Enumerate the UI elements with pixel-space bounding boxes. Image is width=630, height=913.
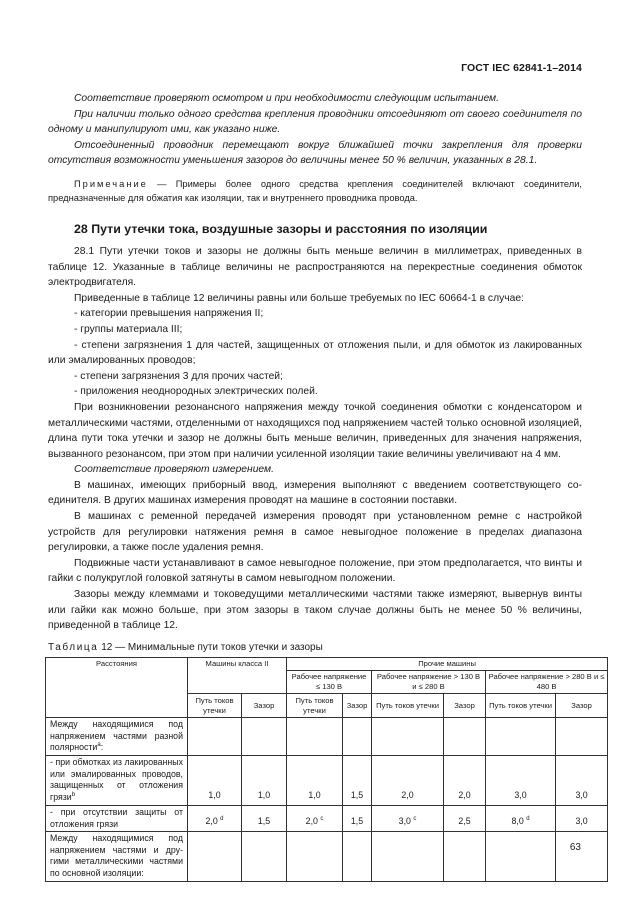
header-clearance: Зазор bbox=[242, 694, 287, 718]
table-row bbox=[46, 718, 608, 756]
note bbox=[48, 177, 582, 205]
table-row bbox=[46, 756, 608, 806]
footnote-mark: a bbox=[97, 742, 101, 749]
page-number: 63 bbox=[569, 842, 581, 853]
header-creepage: Путь токов утечки bbox=[287, 694, 343, 718]
table-caption-label: Таблица bbox=[48, 641, 99, 653]
clearance-table bbox=[45, 657, 608, 882]
table-cell: 1,5 bbox=[343, 806, 372, 832]
row-label: Между находящимися под напряжением частями и другими металлическими частями по основной изоляции: bbox=[46, 832, 188, 882]
header-clearance: Зазор bbox=[556, 694, 608, 718]
section-paragraph-7: Подвижные части устанавливают в самое невыгодное положение, при этом предполагается, что винты и гайки с полукруглой головкой затянуты в самом невыгодном положении. bbox=[48, 557, 582, 585]
table-cell: 1,0 bbox=[287, 756, 343, 806]
table-cell: 1,0 bbox=[242, 756, 287, 806]
list-item: - приложения неоднородных электрических полей. bbox=[74, 386, 318, 398]
table-cell: 1,5 bbox=[343, 756, 372, 806]
intro-paragraph-3: Отсоединенный проводник перемещают вокруг ближайшей точки закрепления для проверки отсутствия возможности уменьшения зазоров до величины менее 50 % величин, указанных в 28.1. bbox=[48, 139, 582, 167]
table-cell: 3,0 $^c$ bbox=[372, 806, 444, 832]
table-cell: 3,0 bbox=[556, 756, 608, 806]
section-paragraph-3: При возникновении резонансного напряжения между точкой соединения обмотки с конденсатором и металлическими частями, отделенными от находящихся под напряжением частей только основной изоляцией, длина пути тока утечки и зазор не должны быть меньше величин, приведенных для значения напряжения, вызванного резонансом, при этом при наличии усиленной изоляции такие величины увеличивают на 4 мм. bbox=[48, 401, 582, 460]
table-cell: 2,0 bbox=[444, 756, 486, 806]
document-body bbox=[48, 91, 605, 882]
section-paragraph-6: В машинах с ременной передачей измерения проводят при установленном ремне с настройкой устройств для регулировки натяжения ремня в самое невыгодное положение в пределах диапазона регулировки, а также после удаления ремня. bbox=[48, 511, 582, 554]
note-text: — Примеры более одного средства крепления соединителей включают соединители, предназначенные для обжатия как изоляции, так и внутреннего проводника провода. bbox=[48, 178, 582, 203]
header-creepage: Путь токов утечки bbox=[486, 694, 556, 718]
footnote-mark: c bbox=[413, 815, 417, 822]
header-distances: Расстояния bbox=[46, 658, 188, 718]
header-class2: Машины класса II bbox=[188, 658, 287, 694]
header-other-machines: Прочие машины bbox=[287, 658, 608, 671]
list-item: - группы материала III; bbox=[74, 323, 183, 335]
table-caption-text: 12 — Минимальные пути токов утечки и зазоры bbox=[101, 641, 323, 653]
table-cell: 8,0 $^d$ bbox=[486, 806, 556, 832]
section-paragraph-2: Приведенные в таблице 12 величины равны или больше требуемых по IEC 60664-1 в случае: bbox=[74, 292, 524, 304]
list-item: - степени загрязнения 1 для частей, защищенных от отложения пыли, и для обмоток из лакированных или эмалированных проводов; bbox=[48, 339, 582, 367]
row-label: Между находящимися под напряжением частями разной полярности$^a$: bbox=[46, 718, 188, 756]
table-cell: 3,0 bbox=[486, 756, 556, 806]
section-heading: 28 Пути утечки тока, воздушные зазоры и расстояния по изоляции bbox=[74, 221, 488, 236]
table-caption bbox=[48, 640, 582, 656]
row-label-text: - при обмотках из лакированных или эмалированных проводов, защищенных от отложения грязи bbox=[50, 757, 183, 802]
table-cell: 1,5 bbox=[242, 806, 287, 832]
row-label bbox=[46, 756, 188, 806]
header-creepage: Путь токов утечки bbox=[372, 694, 444, 718]
section-paragraph-1: 28.1 Пути утечки токов и зазоры не должны быть меньше величин в миллиметрах, приведенных в таблице 12. Указанные в таблице величины не распространяются на перекрестные соединения обмоток электродвигателя. bbox=[48, 245, 582, 289]
header-creepage: Путь токов утечки bbox=[188, 694, 242, 718]
header-clearance: Зазор bbox=[444, 694, 486, 718]
table-cell: 2,0 $^d$ bbox=[188, 806, 242, 832]
table-cell: 1,0 bbox=[188, 756, 242, 806]
table-cell: 2,0 bbox=[372, 756, 444, 806]
table-cell: 2,0 $^c$ bbox=[287, 806, 343, 832]
table-cell: 2,5 bbox=[444, 806, 486, 832]
note-label: Примечание bbox=[74, 178, 148, 189]
intro-paragraph-2: При наличии только одного средства крепления проводники отсоединяют от своего соединителя по одному и манипулируют ими, как указано ниже. bbox=[48, 108, 582, 136]
footnote-mark: d bbox=[526, 815, 530, 822]
footnote-mark: c bbox=[320, 815, 324, 822]
footnote-mark: d bbox=[220, 815, 224, 822]
section-paragraph-5: В машинах, имеющих приборный ввод, измерения выполняют с введением соответствующего соединителя. В других машинах измерения проводят на машине в состоянии поставки. bbox=[48, 479, 582, 507]
document-header: ГОСТ IEC 62841-1–2014 bbox=[461, 62, 582, 74]
header-voltage-280: Рабочее напряжение > 130 В и ≤ 280 В bbox=[372, 671, 486, 694]
header-clearance: Зазор bbox=[343, 694, 372, 718]
header-voltage-130: Рабочее напряжение ≤ 130 В bbox=[287, 671, 372, 694]
table-cell: 3,0 bbox=[556, 806, 608, 832]
section-paragraph-4: Соответствие проверяют измерением. bbox=[74, 464, 274, 476]
intro-paragraph-1: Соответствие проверяют осмотром и при необходимости следующим испытанием. bbox=[74, 93, 499, 104]
table-row bbox=[46, 806, 608, 832]
list-item: - степени загрязнения 3 для прочих частей; bbox=[74, 370, 283, 382]
header-voltage-480: Рабочее напряжение > 280 В и ≤ 480 В bbox=[486, 671, 608, 694]
row-label-text: Между находящимися под напряжением частями разной полярности bbox=[50, 719, 183, 753]
row-label: - при отсутствии защиты от отложения грязи bbox=[46, 806, 188, 832]
footnote-mark: b bbox=[71, 791, 76, 798]
section-paragraph-8: Зазоры между клеммами и токоведущими металлическими частями также измеряют, вывернув винты или гайки как можно больше, при этом зазоры в таком случае должны быть не менее 50 % величины, приведенной в таблице 12. bbox=[48, 589, 582, 632]
list-item: - категории превышения напряжения II; bbox=[74, 308, 264, 320]
table-row bbox=[46, 832, 608, 882]
